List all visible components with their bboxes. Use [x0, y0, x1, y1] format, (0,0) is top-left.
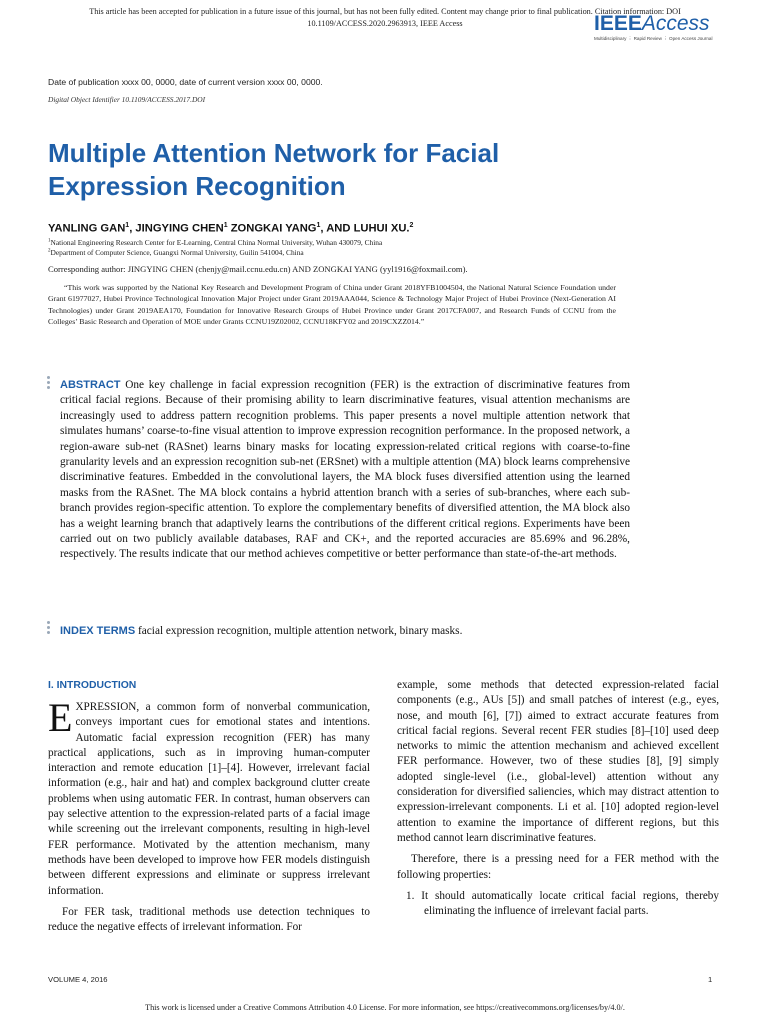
author-2: , JINGYING CHEN [129, 222, 224, 235]
title-line-2: Expression Recognition [48, 171, 346, 201]
intro-paragraph-1 [48, 695, 370, 899]
author-1-affil: 1 [125, 222, 130, 229]
publication-notice-line1: This article has been accepted for publication in a future issue of this journal, but has not been fully edited. Content may change prior to final publication. Citation information: DOI [89, 7, 681, 16]
logo-access-text: Access [641, 12, 710, 35]
index-terms-dots-icon [47, 621, 51, 636]
author-4: , AND LUHUI XU. [320, 222, 410, 235]
left-column [48, 678, 370, 935]
author-list [48, 222, 413, 235]
index-terms-label: INDEX TERMS [60, 625, 136, 637]
logo-tagline: Multidisciplinary ⋮ Rapid Review ⋮ Open Access Journal [594, 36, 713, 41]
affiliation-1-text: National Engineering Research Center for E-Learning, Central China Normal University, Wuhan 430079, China [50, 238, 383, 247]
right-column [397, 678, 719, 919]
publication-notice-line2: 10.1109/ACCESS.2020.2963913, IEEE Access [307, 19, 463, 28]
abstract-dots-icon [47, 376, 51, 391]
abstract-text: One key challenge in facial expression recognition (FER) is the extraction of discriminative features from critical facial regions. Because of their promising ability to learn discriminative features, visual attention mechanisms are increasingly used to address pattern recognition problems. This paper presents a novel multiple attention network that simulates humans’ coarse-to-fine visual attention to improve expression recognition performance. In the proposed network, a region-aware sub-net (RASnet) learns binary masks for locating expression-related critical regions with coarse-to-fine granularity levels and an expression recognition sub-net (ERSnet) with a multiple attention (MA) block learns comprehensive discriminative features. Embedded in the convolutional layers, the MA block fuses diversified attention using the learned masks from the RASnet. The MA block contains a hybrid attention branch with a series of sub-branches, where each sub-branch provides region-specific attention. To explore the complementary benefits of diversified attention, the MA block also has a weight learning branch that adaptively learns the contributions of the different critical regions. Experiments have been carried out on two publicly available databases, RAF and CK+, and the reported accuracies are 85.69% and 96.28%, respectively. The results indicate that our method achieves competitive or better performance than state-of-the-art methods. [60, 379, 630, 561]
abstract [60, 378, 630, 563]
author-2-affil: 1 [223, 222, 228, 229]
affiliation-2-text: Department of Computer Science, Guangxi Normal University, Guilin 541004, China [50, 248, 304, 257]
funding-statement: “This work was supported by the National Key Research and Development Program of China under Grant 2018YFB1004504, the National Natural Science Foundation under Grant 61977027, Hubei Province Technological Innovation Major Project under Grant 2019AAA044, Science & Technology Major Project of Hubei Province (Next-Generation AI Technologies) under Grant 2019AEA170, Foundation for Innovative Research Groups of Hubei Province under Grant 2017CFA007, and Research Funds of CCNU from the Colleges’ Basic Research and Operation of MOE under Grants CCNU19Z02002, CCNU18KFY02 and 2019CXZZ014.” [48, 283, 616, 326]
paper-title [48, 137, 668, 203]
drop-cap: E [48, 695, 73, 740]
index-terms-text: facial expression recognition, multiple attention network, binary masks. [138, 625, 463, 637]
author-4-affil: 2 [409, 222, 414, 229]
affiliation-2 [48, 248, 304, 257]
intro-paragraph-1-text: XPRESSION, a common form of nonverbal communication, conveys important cues for emotional states and intentions. Automatic facial expression recognition (FER) has many practical applications, such as in improving human-computer interaction and remote education [1]–[4]. However, irrelevant facial information (e.g., hair and hat) and complex background clutter create problems when using automatic FER. In contrast, human observers can pay selective attention to the expression-related parts of a facial image while screening out the irrelevant components, resulting in high-level FER performance. Motivated by the attention mechanism, many methods have been developed to improve how FER models distinguish between different expressions and eliminate or suppress irrelevant information. [48, 701, 370, 897]
index-terms [60, 624, 630, 639]
author-1: YANLING GAN [48, 222, 126, 235]
publication-date: Date of publication xxxx 00, 0000, date of current version xxxx 00, 0000. [48, 77, 323, 87]
intro-paragraph-4: Therefore, there is a pressing need for a FER method with the following properties: [397, 853, 719, 881]
affiliation-1-number: 1 [48, 238, 51, 244]
section-heading-introduction: I. INTRODUCTION [48, 680, 137, 691]
corresponding-author: Corresponding author: JINGYING CHEN (chenjy@mail.ccnu.edu.cn) AND ZONGKAI YANG (yyl1916@foxmail.com). [48, 264, 468, 274]
title-line-1: Multiple Attention Network for Facial [48, 138, 500, 168]
footer-volume: VOLUME 4, 2016 [48, 975, 108, 984]
logo-ieee-text: IEEE [594, 12, 642, 35]
doi-line: Digital Object Identifier 10.1109/ACCESS.2017.DOI [48, 95, 206, 104]
ieee-access-logo [594, 12, 713, 51]
author-3-affil: 1 [316, 222, 321, 229]
footer-page-number: 1 [708, 975, 713, 984]
affiliation-1 [48, 238, 382, 247]
author-3: ZONGKAI YANG [227, 222, 317, 235]
intro-paragraph-2: For FER task, traditional methods use detection techniques to reduce the negative effects of irrelevant information. For [48, 905, 370, 934]
affiliation-2-number: 2 [48, 248, 51, 254]
license-notice: This work is licensed under a Creative Commons Attribution 4.0 License. For more information, see https://creativecommons.org/licenses/by/4.0/. [145, 1003, 625, 1012]
abstract-label: ABSTRACT [60, 379, 121, 391]
intro-paragraph-3: example, some methods that detected expression-related facial components (e.g., AUs [5]) and small patches of interest (e.g., eyes, nose, and mouth [6], [7]) aimed to extract accurate features from critical facial regions. Several recent FER studies [8]–[10] used deep networks to mimic the attention mechanism and achieved excellent FER performance. However, two of these studies [8], [9] simply adopted single-level (i.e., global-level) attention without any consideration for diversified saliencies, which may distract attention to expression-irrelevant components. Li et al. [10] adopted region-level attention to examine the importance of different regions, but this method cannot learn discriminative features. [397, 679, 719, 844]
list-item-1: 1. It should automatically locate critical facial regions, thereby eliminating the influence of irrelevant facial parts. [406, 889, 719, 918]
